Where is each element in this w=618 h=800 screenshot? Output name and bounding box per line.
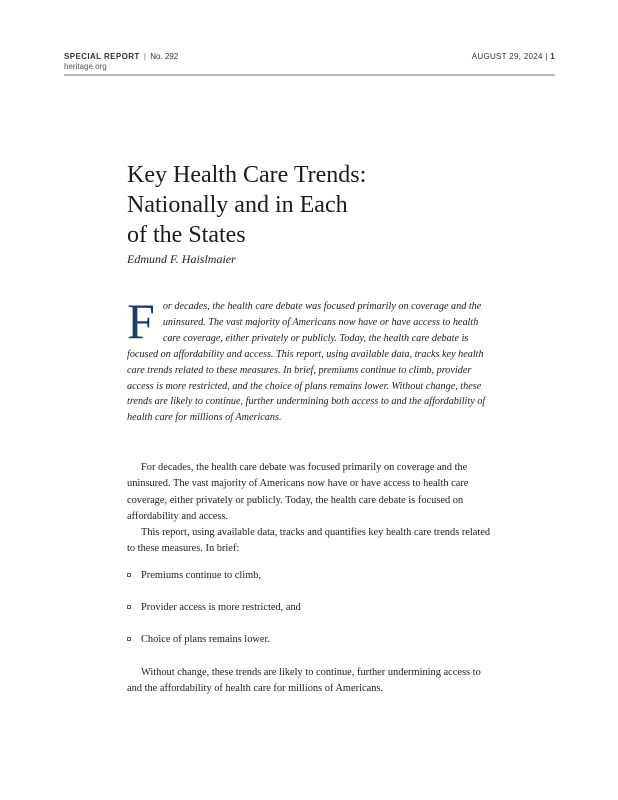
- closing-paragraph: Without change, these trends are likely to continue, further undermining access to and the affordability of health care for millions of Americans.: [127, 666, 481, 694]
- author-byline: Edmund F. Haislmaier: [127, 252, 236, 266]
- series-separator: |: [143, 52, 146, 61]
- date-separator: |: [545, 52, 548, 61]
- list-item-text: Provider access is more restricted, and: [141, 602, 301, 614]
- publication-date: AUGUST 29, 2024: [471, 52, 543, 61]
- list-item: [127, 568, 491, 584]
- list-item: [127, 632, 491, 648]
- body-paragraph: This report, using available data, tracks and quantifies key health care trends related to these measures. In brief:: [127, 527, 491, 555]
- summary-list: [127, 568, 491, 649]
- title-line: Key Health Care Trends:: [127, 162, 367, 188]
- square-bullet-icon: [127, 637, 131, 641]
- list-item: [127, 600, 491, 616]
- abstract: [127, 293, 491, 426]
- page-number: 1: [550, 52, 555, 61]
- article-body: [127, 460, 491, 697]
- page-header: [64, 52, 555, 72]
- list-item-text: Premiums continue to climb,: [141, 569, 262, 581]
- date-page: [472, 52, 555, 61]
- header-rule: [64, 74, 555, 76]
- square-bullet-icon: [127, 605, 131, 609]
- list-item-text: Choice of plans remains lower.: [141, 634, 270, 646]
- title-line: of the States: [127, 222, 246, 248]
- square-bullet-icon: [127, 573, 131, 577]
- body-paragraph: For decades, the health care debate was focused primarily on coverage and the uninsured. The vast majority of Americans now have or have access to health care coverage, either privately or publicly. Today, the health care debate is focused on affordability and access.: [127, 462, 469, 522]
- drop-cap: F: [127, 293, 155, 349]
- title-line: Nationally and in Each: [127, 192, 348, 218]
- report-number: No. 292: [150, 52, 179, 61]
- abstract-text: or decades, the health care debate was focused primarily on coverage and the uninsured. The vast majority of Americans now have or have access to health care coverage, either privately or publicly. Today, the health care debate is focused on affordability and access. This report, using available data, tracks key health care trends related to these measures. In brief, premiums continue to climb, provider access is more restricted, and the choice of plans remains lower. Without change, these trends are likely to continue, further undermining both access to and the affordability of health care for millions of Americans.: [127, 301, 486, 424]
- series-label: SPECIAL REPORT: [64, 52, 140, 61]
- site-link[interactable]: heritage.org: [64, 62, 107, 71]
- article-title: [127, 160, 457, 250]
